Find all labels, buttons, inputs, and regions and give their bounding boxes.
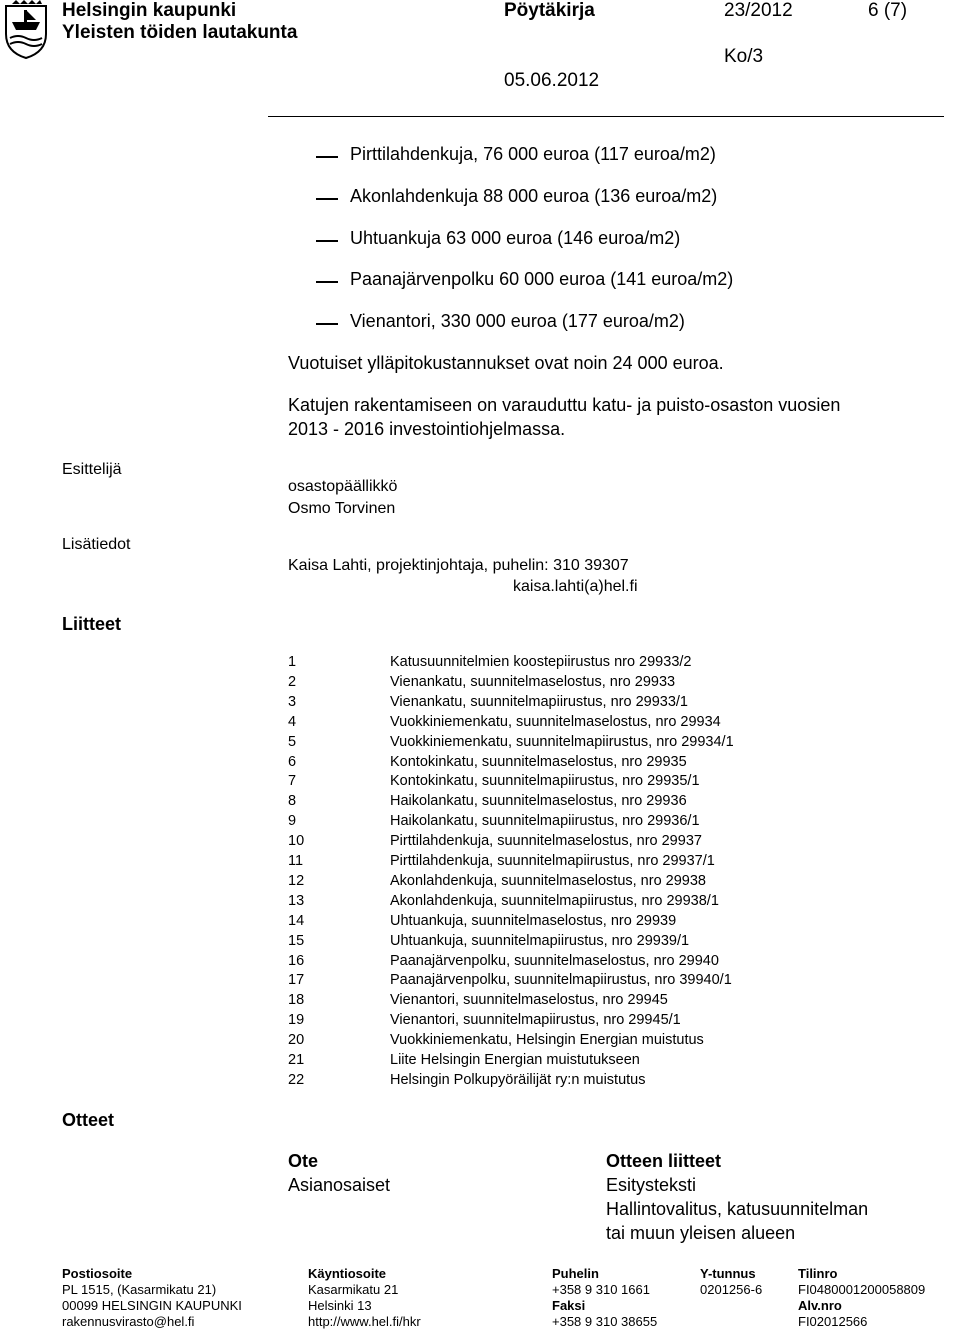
attachment-number: 1 <box>288 654 297 670</box>
otteet-label: Otteet <box>62 1110 115 1130</box>
attachment-number: 7 <box>288 773 297 790</box>
helsinki-crest-logo <box>2 0 50 60</box>
footer-puhelin-label: Puhelin <box>552 1266 599 1281</box>
attachment-number: 11 <box>288 853 304 869</box>
attachment-title: Vienantori, suunnitelmaselostus, nro 29945 <box>390 992 668 1009</box>
ote-recipient: Asianosaiset <box>288 1175 391 1195</box>
bullet-item: Uhtuankuja 63 000 euroa (146 euroa/m2) <box>350 228 681 248</box>
page-number: 6 (7) <box>868 0 908 21</box>
lisatiedot-label: Lisätiedot <box>62 536 131 553</box>
presenter-name: Osmo Torvinen <box>288 500 396 517</box>
otteen-liitteet-header: Otteen liitteet <box>606 1151 722 1171</box>
attachment-title: Vuokkiniemenkatu, suunnitelmaselostus, nro 29934 <box>390 713 721 730</box>
attachment-number: 16 <box>288 952 305 969</box>
attachment-title: Vuokkiniemenkatu, suunnitelmapiirustus, nro 29934/1 <box>390 733 734 750</box>
dash-bullet-icon <box>316 323 338 325</box>
attachment-number: 14 <box>288 912 305 929</box>
attachment-title: Liite Helsingin Energian muistutukseen <box>390 1052 640 1068</box>
bullet-item: Paanajärvenpolku 60 000 euroa (141 euroa/m2) <box>350 269 734 289</box>
attachment-title: Paanajärvenpolku, suunnitelmapiirustus, nro 39940/1 <box>390 972 732 989</box>
footer-kayntiosoite: Kasarmikatu 21 <box>308 1282 399 1297</box>
attachment-title: Uhtuankuja, suunnitelmaselostus, nro 29939 <box>390 912 677 929</box>
footer-postiosoite-label: Postiosoite <box>62 1266 133 1281</box>
footer-faksi: +358 9 310 38655 <box>552 1314 658 1329</box>
attachment-title: Akonlahdenkuja, suunnitelmaselostus, nro 29938 <box>390 872 706 889</box>
paragraph-budget-line1: Katujen rakentamiseen on varauduttu katu- ja puisto-osaston vuosien <box>288 395 841 415</box>
attachment-number: 8 <box>288 793 297 810</box>
otteen-liite-item: Hallintovalitus, katusuunnitelman <box>606 1199 869 1219</box>
document-number: 23/2012 <box>724 0 793 21</box>
attachment-number: 18 <box>288 992 305 1009</box>
footer-ytunnus: 0201256-6 <box>700 1282 763 1297</box>
department-name: Yleisten töiden lautakunta <box>62 22 298 43</box>
liitteet-label: Liitteet <box>62 614 122 634</box>
attachment-title: Akonlahdenkuja, suunnitelmapiirustus, nro 29938/1 <box>390 892 719 909</box>
attachment-title: Haikolankatu, suunnitelmaselostus, nro 29936 <box>390 793 687 810</box>
attachment-number: 17 <box>288 972 305 989</box>
footer-puhelin: +358 9 310 1661 <box>552 1282 650 1297</box>
footer-email-link[interactable]: rakennusvirasto@hel.fi <box>62 1314 195 1329</box>
attachment-title: Pirttilahdenkuja, suunnitelmaselostus, nro 29937 <box>390 833 702 850</box>
footer-ytunnus-label: Y-tunnus <box>700 1266 756 1281</box>
dash-bullet-icon <box>316 198 338 200</box>
otteen-liite-item: Esitysteksti <box>606 1175 697 1195</box>
org-name: Helsingin kaupunki <box>62 0 237 21</box>
otteen-liite-item: tai muun yleisen alueen <box>606 1223 796 1243</box>
attachment-number: 21 <box>288 1052 305 1068</box>
attachment-number: 20 <box>288 1032 305 1049</box>
attachment-title: Vienankatu, suunnitelmaselostus, nro 29933 <box>390 673 676 690</box>
bullet-item: Akonlahdenkuja 88 000 euroa (136 euroa/m2) <box>350 186 718 206</box>
attachment-number: 15 <box>288 932 305 949</box>
attachment-number: 19 <box>288 1012 305 1029</box>
attachment-title: Vienantori, suunnitelmapiirustus, nro 29945/1 <box>390 1012 681 1029</box>
footer-alvnro-label: Alv.nro <box>798 1298 842 1313</box>
attachment-title: Katusuunnitelmien koostepiirustus nro 29933/2 <box>390 654 692 670</box>
footer-alvnro: FI02012566 <box>798 1314 868 1329</box>
paragraph-budget-line2: 2013 - 2016 investointiohjelmassa. <box>288 419 566 439</box>
attachment-title: Vuokkiniemenkatu, Helsingin Energian muistutus <box>390 1032 704 1049</box>
footer-website-link[interactable]: http://www.hel.fi/hkr <box>308 1314 421 1329</box>
paragraph-maintenance: Vuotuiset ylläpitokustannukset ovat noin 24 000 euroa. <box>288 353 724 373</box>
footer-postiosoite: 00099 HELSINGIN KAUPUNKI <box>62 1298 242 1313</box>
esittelija-label: Esittelijä <box>62 461 122 478</box>
attachment-title: Pirttilahdenkuja, suunnitelmapiirustus, nro 29937/1 <box>390 853 715 869</box>
footer-postiosoite: PL 1515, (Kasarmikatu 21) <box>62 1282 217 1297</box>
document-type: Pöytäkirja <box>504 0 595 21</box>
case-reference: Ko/3 <box>724 46 764 67</box>
attachment-title: Kontokinkatu, suunnitelmapiirustus, nro 29935/1 <box>390 773 700 790</box>
attachment-number: 13 <box>288 892 305 909</box>
dash-bullet-icon <box>316 156 338 158</box>
footer-tilinro-label: Tilinro <box>798 1266 838 1281</box>
attachment-number: 4 <box>288 713 297 730</box>
contact-email: kaisa.lahti(a)hel.fi <box>513 578 638 595</box>
attachment-title: Uhtuankuja, suunnitelmapiirustus, nro 29939/1 <box>390 932 690 949</box>
dash-bullet-icon <box>316 281 338 283</box>
attachment-number: 3 <box>288 693 297 710</box>
attachment-number: 9 <box>288 813 297 830</box>
footer-kayntiosoite: Helsinki 13 <box>308 1298 372 1313</box>
meeting-date: 05.06.2012 <box>504 70 600 91</box>
presenter-title: osastopäällikkö <box>288 478 398 495</box>
dash-bullet-icon <box>316 240 338 242</box>
header-divider <box>268 116 944 117</box>
attachment-number: 12 <box>288 872 305 889</box>
footer-tilinro: FI0480001200058809 <box>798 1282 926 1297</box>
footer-faksi-label: Faksi <box>552 1298 586 1313</box>
attachment-number: 22 <box>288 1071 305 1088</box>
attachment-number: 5 <box>288 733 297 750</box>
attachment-title: Haikolankatu, suunnitelmapiirustus, nro 29936/1 <box>390 813 700 830</box>
bullet-item: Pirttilahdenkuja, 76 000 euroa (117 euroa/m2) <box>350 144 716 164</box>
ote-header: Ote <box>288 1151 319 1171</box>
attachment-number: 6 <box>288 753 297 770</box>
attachment-number: 10 <box>288 833 305 850</box>
attachment-title: Kontokinkatu, suunnitelmaselostus, nro 29935 <box>390 753 687 770</box>
attachment-number: 2 <box>288 673 297 690</box>
footer-kayntiosoite-label: Käyntiosoite <box>308 1266 387 1281</box>
bullet-item: Vienantori, 330 000 euroa (177 euroa/m2) <box>350 311 685 331</box>
contact-info: Kaisa Lahti, projektinjohtaja, puhelin: 310 39307 <box>288 557 629 574</box>
attachment-title: Vienankatu, suunnitelmapiirustus, nro 29933/1 <box>390 693 688 710</box>
attachment-title: Paanajärvenpolku, suunnitelmaselostus, nro 29940 <box>390 952 719 969</box>
attachment-title: Helsingin Polkupyöräilijät ry:n muistutus <box>390 1071 646 1088</box>
